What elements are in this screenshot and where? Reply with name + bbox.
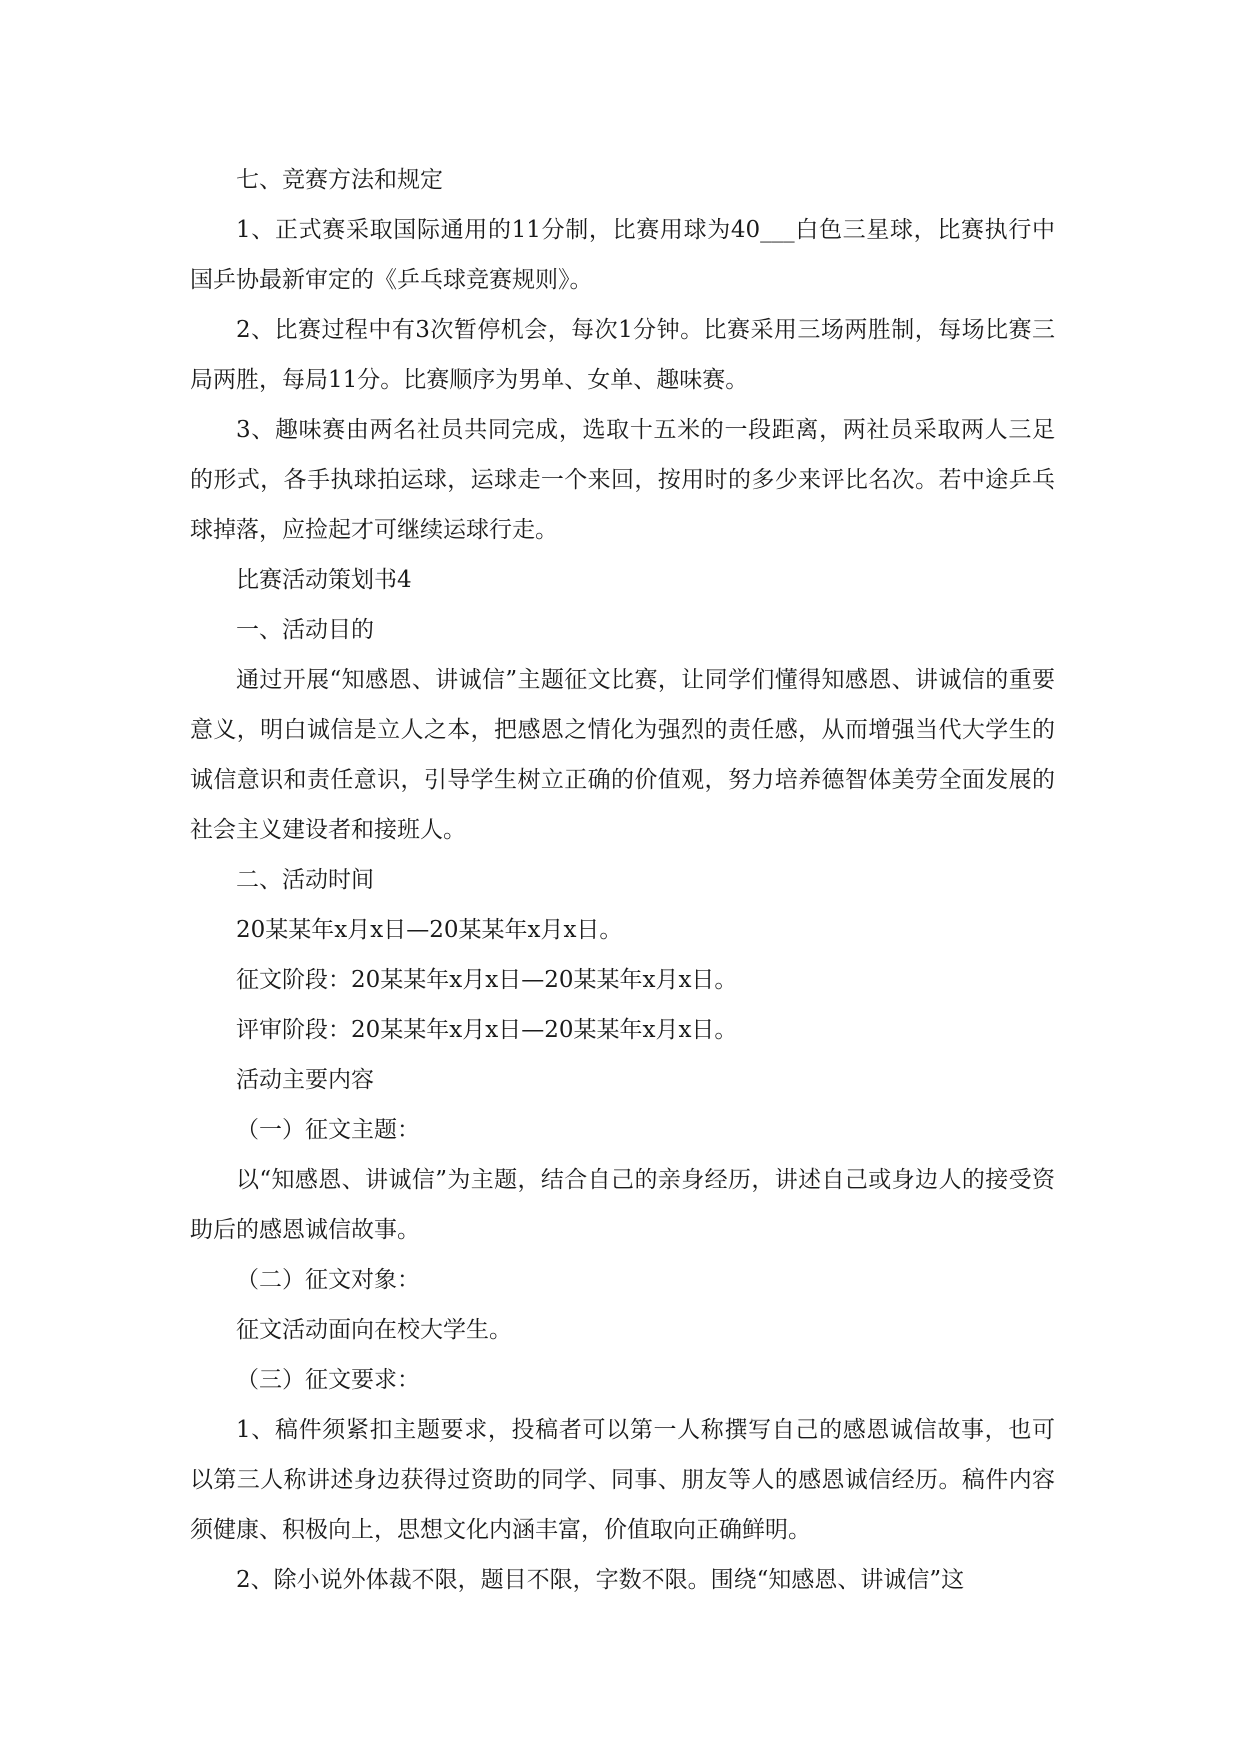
requirement-paragraph-1: 1、稿件须紧扣主题要求，投稿者可以第一人称撰写自己的感恩诚信故事，也可以第三人称讲述身边获得过资助的同学、同事、朋友等人的感恩诚信经历。稿件内容须健康、积极向上，思想文化内涵丰富，价值取向正确鲜明。 <box>190 1417 1055 1543</box>
document-body <box>190 155 1055 1605</box>
purpose-paragraph: 通过开展“知感恩、讲诚信”主题征文比赛，让同学们懂得知感恩、讲诚信的重要意义，明白诚信是立人之本，把感恩之情化为强烈的责任感，从而增强当代大学生的诚信意识和责任意识，引导学生树立正确的价值观，努力培养德智体美劳全面发展的社会主义建设者和接班人。 <box>190 667 1055 843</box>
rule-paragraph-3: 3、趣味赛由两名社员共同完成，选取十五米的一段距离，两社员采取两人三足的形式，各手执球拍运球，运球走一个来回，按用时的多少来评比名次。若中途乒乓球掉落，应捡起才可继续运球行走。 <box>190 417 1055 543</box>
subheading-theme: （一）征文主题： <box>236 1117 420 1143</box>
time-range: 20某某年x月x日—20某某年x月x日。 <box>236 917 623 943</box>
section-heading-main-content: 活动主要内容 <box>236 1067 374 1093</box>
rule-paragraph-2: 2、比赛过程中有3次暂停机会，每次1分钟。比赛采用三场两胜制，每场比赛三局两胜，每局11分。比赛顺序为男单、女单、趣味赛。 <box>190 317 1055 393</box>
section-heading-time: 二、活动时间 <box>236 867 374 893</box>
review-stage: 评审阶段：20某某年x月x日—20某某年x月x日。 <box>236 1017 738 1043</box>
section-heading-purpose: 一、活动目的 <box>236 617 374 643</box>
audience-paragraph: 征文活动面向在校大学生。 <box>236 1317 512 1343</box>
subheading-audience: （二）征文对象： <box>236 1267 420 1293</box>
plan-title: 比赛活动策划书4 <box>236 567 412 593</box>
section-heading-competition-rules: 七、竞赛方法和规定 <box>236 167 443 193</box>
subheading-requirements: （三）征文要求： <box>236 1367 420 1393</box>
requirement-paragraph-2: 2、除小说外体裁不限，题目不限，字数不限。围绕“知感恩、讲诚信”这 <box>236 1567 965 1593</box>
rule-paragraph-1: 1、正式赛采取国际通用的11分制，比赛用球为40___白色三星球，比赛执行中国乒协最新审定的《乒乓球竞赛规则》。 <box>190 217 1055 293</box>
submission-stage: 征文阶段：20某某年x月x日—20某某年x月x日。 <box>236 967 738 993</box>
theme-paragraph: 以“知感恩、讲诚信”为主题，结合自己的亲身经历，讲述自己或身边人的接受资助后的感恩诚信故事。 <box>190 1167 1055 1243</box>
